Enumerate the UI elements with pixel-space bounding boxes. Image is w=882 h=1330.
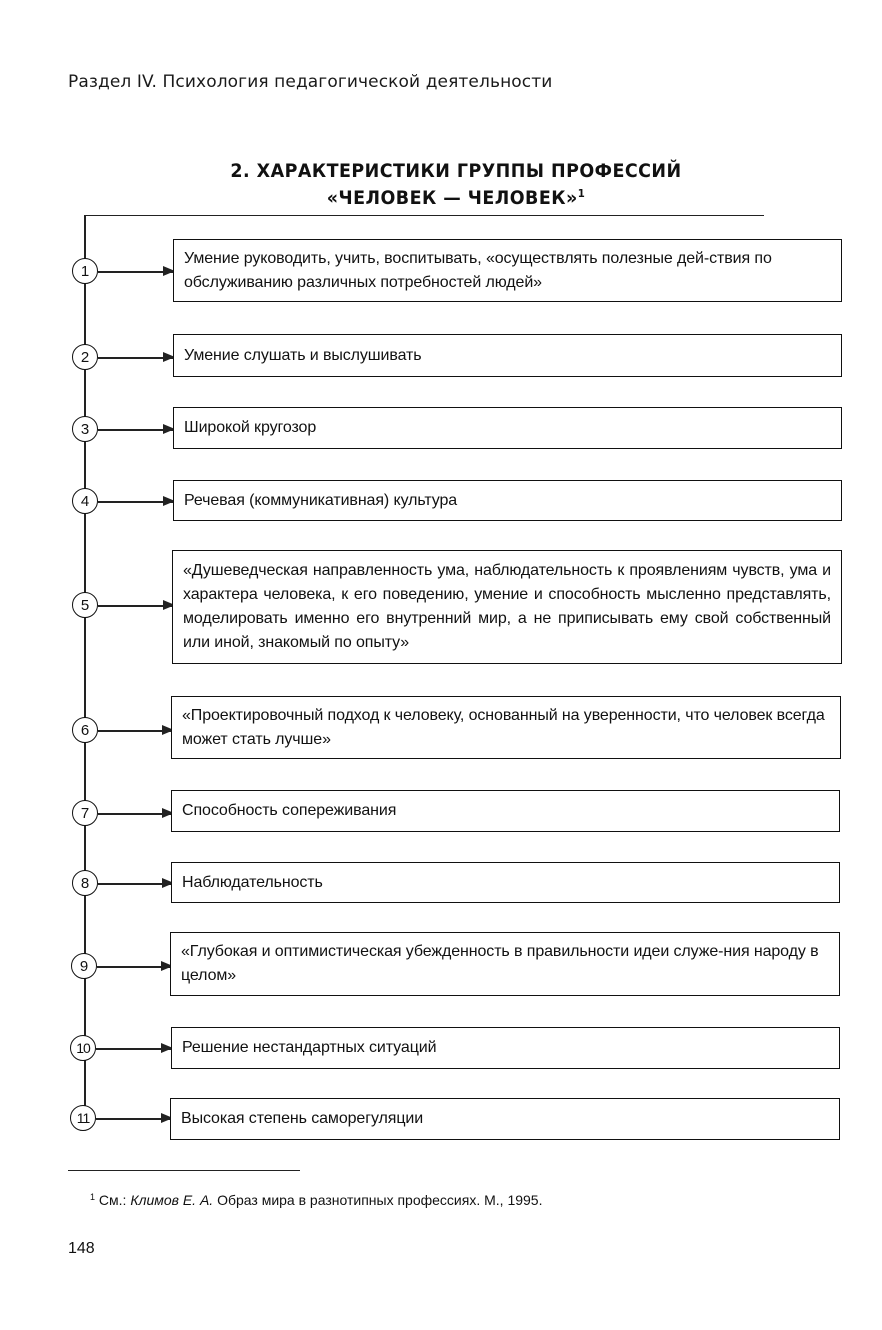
arrow-icon xyxy=(98,429,174,431)
item-number: 5 xyxy=(80,596,90,614)
arrow-icon xyxy=(98,730,173,732)
item-number: 1 xyxy=(80,262,90,280)
item-number: 9 xyxy=(79,957,89,975)
characteristic-box xyxy=(171,696,841,759)
arrow-icon xyxy=(98,813,173,815)
footnote-citation: Образ мира в разнотипных профессиях. М., 1995. xyxy=(217,1192,543,1208)
characteristic-text: Речевая (коммуникативная) культура xyxy=(184,491,458,509)
characteristic-box xyxy=(173,480,842,521)
item-number-circle xyxy=(72,800,98,826)
item-number-circle xyxy=(72,416,98,442)
item-number-circle xyxy=(72,717,98,743)
footnote-prefix: См.: xyxy=(98,1192,127,1208)
arrow-icon xyxy=(96,1048,172,1050)
characteristic-box xyxy=(173,407,842,449)
title-text-1: 2. ХАРАКТЕРИСТИКИ ГРУППЫ ПРОФЕССИЙ xyxy=(230,160,682,182)
arrow-icon xyxy=(97,966,172,968)
characteristic-box xyxy=(173,334,842,377)
page-title-line-2 xyxy=(36,187,875,209)
characteristic-text: «Душеведческая направленность ума, наблюдательность к проявлениям чувств, ума и характера человека, к его поведению, умение и способность мысленно представлять, моделировать именно его внутренний мир, а не приписывать ему свой собственный или иной, знакомый по опыту» xyxy=(183,562,831,651)
characteristic-text: Наблюдательность xyxy=(182,873,323,891)
characteristic-box xyxy=(172,550,842,664)
footnote-divider xyxy=(68,1170,300,1171)
item-number: 6 xyxy=(80,721,90,739)
characteristic-text: Способность сопереживания xyxy=(182,802,397,819)
characteristic-text: Решение нестандартных ситуаций xyxy=(182,1039,437,1056)
item-number: 10 xyxy=(76,1040,90,1056)
title-text-2: «ЧЕЛОВЕК — ЧЕЛОВЕК» xyxy=(326,187,578,209)
characteristic-box xyxy=(170,1098,840,1140)
title-footnote-marker[interactable]: 1 xyxy=(577,187,586,200)
item-number-circle xyxy=(70,1035,96,1061)
item-number: 4 xyxy=(80,492,90,510)
arrow-icon xyxy=(96,1118,172,1120)
characteristic-box xyxy=(170,932,840,996)
characteristic-box xyxy=(171,790,840,832)
characteristic-text: Высокая степень саморегуляции xyxy=(181,1110,424,1127)
diagram-top-line xyxy=(84,215,764,216)
characteristic-text: Широкой кругозор xyxy=(184,419,317,436)
item-number-circle xyxy=(71,953,97,979)
item-number-circle xyxy=(72,870,98,896)
item-number-circle xyxy=(72,592,98,618)
characteristic-text: Умение руководить, учить, воспитывать, «осуществлять полезные дей-ствия по обслуживанию различных потребностей людей» xyxy=(184,250,772,291)
item-number-circle xyxy=(72,488,98,514)
characteristic-text: «Проектировочный подход к человеку, основанный на уверенности, что человек всегда может стать лучше» xyxy=(182,707,825,748)
arrow-icon xyxy=(98,501,174,503)
item-number: 7 xyxy=(80,804,90,822)
characteristic-text: «Глубокая и оптимистическая убежденность в правильности идеи служе-ния народу в целом» xyxy=(181,943,819,984)
arrow-icon xyxy=(98,605,174,607)
page-title-line-1 xyxy=(36,160,875,182)
item-number: 2 xyxy=(80,348,90,366)
item-number: 11 xyxy=(76,1110,90,1126)
characteristic-text: Умение слушать и выслушивать xyxy=(184,346,422,364)
running-head: Раздел IV. Психология педагогической деятельности xyxy=(68,72,553,92)
footnote-author: Климов Е. А. xyxy=(130,1192,214,1208)
item-number-circle xyxy=(72,344,98,370)
item-number-circle xyxy=(72,258,98,284)
footnote-marker: 1 xyxy=(90,1192,96,1202)
footnote xyxy=(90,1192,542,1208)
item-number: 8 xyxy=(80,874,90,892)
page-number: 148 xyxy=(68,1240,95,1257)
characteristic-box xyxy=(171,1027,840,1069)
characteristic-box xyxy=(171,862,840,903)
arrow-icon xyxy=(98,271,174,273)
item-number: 3 xyxy=(80,420,90,438)
arrow-icon xyxy=(98,357,174,359)
characteristic-box xyxy=(173,239,842,302)
item-number-circle xyxy=(70,1105,96,1131)
arrow-icon xyxy=(98,883,173,885)
